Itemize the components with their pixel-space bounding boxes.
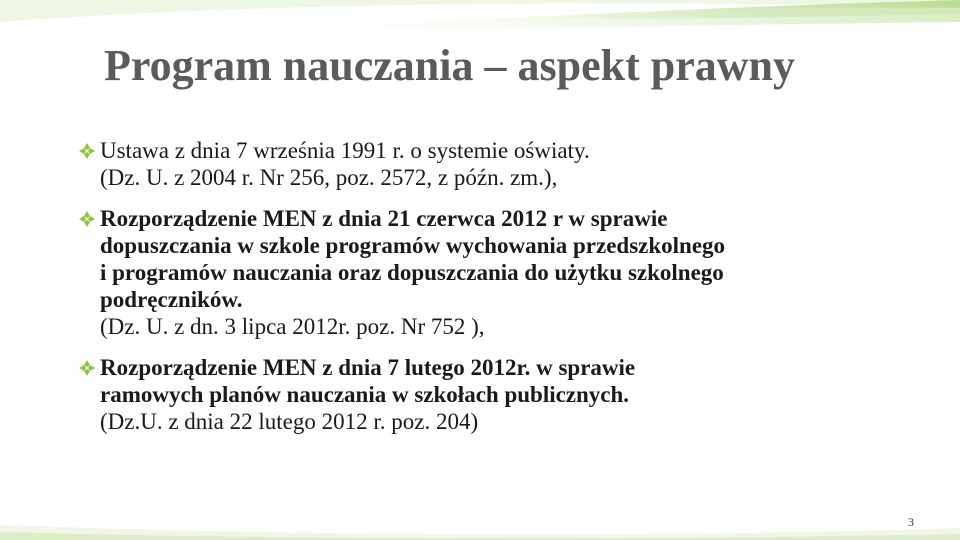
diamond-bullet-icon	[78, 142, 96, 160]
bullet-line: (Dz.U. z dnia 22 lutego 2012 r. poz. 204)	[100, 409, 479, 434]
bullet-line: Rozporządzenie MEN z dnia 21 czerwca 2012 r w sprawie	[100, 206, 668, 231]
diamond-bullet-icon	[78, 359, 96, 377]
slide-title: Program nauczania – aspekt prawny	[104, 41, 795, 90]
top-swoosh-light	[300, 8, 960, 30]
bullet-line: ramowych planów nauczania w szkołach publicznych.	[100, 382, 630, 407]
bullet-line: Ustawa z dnia 7 września 1991 r. o systemie oświaty.	[100, 138, 590, 163]
bullet-line: Rozporządzenie MEN z dnia 7 lutego 2012r. w sprawie	[100, 355, 636, 380]
bullet-item	[78, 205, 908, 340]
bullet-line: (Dz. U. z 2004 r. Nr 256, poz. 2572, z późn. zm.),	[100, 165, 558, 190]
page-number: 3	[908, 515, 914, 529]
bullet-line: podręczników.	[100, 287, 243, 312]
bullet-line: dopuszczania w szkole programów wychowania przedszkolnego	[100, 233, 726, 258]
bullet-line: i programów nauczania oraz dopuszczania do użytku szkolnego	[100, 260, 724, 285]
bullet-item	[78, 137, 908, 191]
diamond-bullet-icon	[78, 210, 96, 228]
bullet-item	[78, 354, 908, 435]
bullet-list	[78, 137, 908, 449]
bullet-line: (Dz. U. z dn. 3 lipca 2012r. poz. Nr 752 ),	[100, 314, 485, 339]
